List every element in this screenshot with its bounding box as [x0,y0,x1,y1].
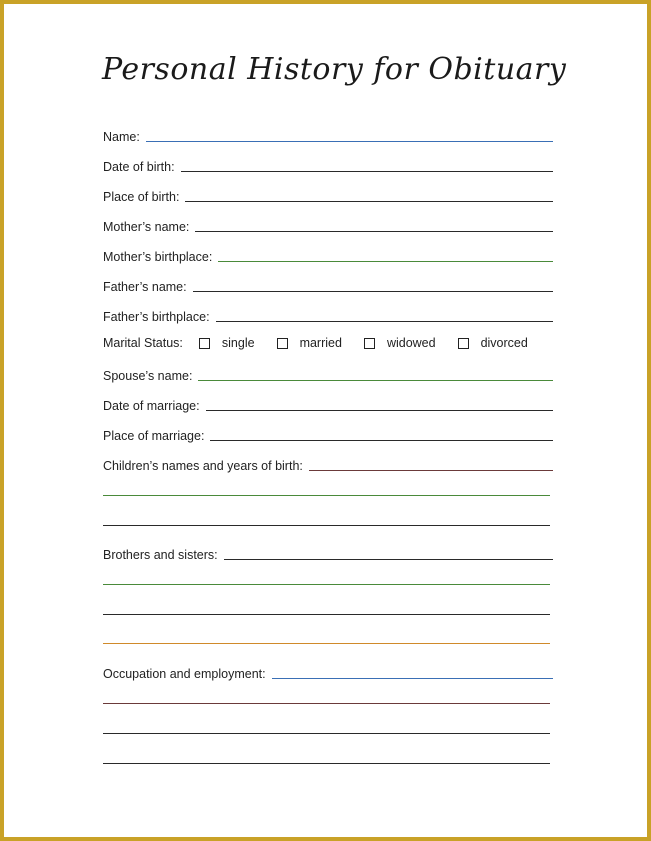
marriage-date-input-line[interactable] [206,409,553,411]
occupation-line-2[interactable] [103,703,550,704]
father-birthplace-label: Father’s birthplace: [103,310,210,324]
father-name-field[interactable] [103,274,553,294]
pob-label: Place of birth: [103,190,180,204]
occupation-label: Occupation and employment: [103,667,266,681]
mother-name-field[interactable] [103,214,553,234]
occupation-line-3[interactable] [103,733,550,734]
checkbox-widowed[interactable] [364,338,375,349]
marital-status-group [103,334,553,352]
pob-field[interactable] [103,184,553,204]
children-field[interactable] [103,453,553,473]
dob-input-line[interactable] [181,170,553,172]
mother-birthplace-input-line[interactable] [218,260,553,262]
single-label: single [221,336,255,350]
father-birthplace-field[interactable] [103,304,553,324]
father-name-label: Father’s name: [103,280,187,294]
widowed-label: widowed [386,336,436,350]
spouse-name-label: Spouse’s name: [103,369,193,383]
marriage-place-input-line[interactable] [210,439,553,441]
father-name-input-line[interactable] [193,290,553,292]
marriage-place-label: Place of marriage: [103,429,205,443]
children-input-line[interactable] [309,469,553,471]
occupation-input-line[interactable] [272,677,553,679]
mother-name-input-line[interactable] [195,230,553,232]
siblings-line-4[interactable] [103,643,550,644]
married-label: married [299,336,342,350]
pob-input-line[interactable] [185,200,553,202]
marital-status-label: Marital Status: [103,336,183,350]
checkbox-married[interactable] [277,338,288,349]
marital-option-single[interactable] [199,336,255,350]
children-line-3[interactable] [103,525,550,526]
dob-label: Date of birth: [103,160,175,174]
name-input-line[interactable] [146,140,553,142]
marital-option-widowed[interactable] [364,336,436,350]
children-label: Children’s names and years of birth: [103,459,303,473]
marital-option-married[interactable] [277,336,342,350]
occupation-line-4[interactable] [103,763,550,764]
checkbox-single[interactable] [199,338,210,349]
marriage-place-field[interactable] [103,423,553,443]
siblings-label: Brothers and sisters: [103,548,218,562]
father-birthplace-input-line[interactable] [216,320,553,322]
siblings-field[interactable] [103,542,553,562]
siblings-input-line[interactable] [224,558,553,560]
spouse-name-input-line[interactable] [198,379,553,381]
children-line-2[interactable] [103,495,550,496]
mother-birthplace-field[interactable] [103,244,553,264]
marital-option-divorced[interactable] [458,336,528,350]
marriage-date-label: Date of marriage: [103,399,200,413]
name-field[interactable] [103,124,553,144]
siblings-line-2[interactable] [103,584,550,585]
occupation-field[interactable] [103,661,553,681]
name-label: Name: [103,130,140,144]
mother-birthplace-label: Mother’s birthplace: [103,250,213,264]
marriage-date-field[interactable] [103,393,553,413]
divorced-label: divorced [480,336,528,350]
mother-name-label: Mother’s name: [103,220,190,234]
form-title: Personal History for Obituary [102,52,567,87]
checkbox-divorced[interactable] [458,338,469,349]
siblings-line-3[interactable] [103,614,550,615]
spouse-name-field[interactable] [103,363,553,383]
dob-field[interactable] [103,154,553,174]
